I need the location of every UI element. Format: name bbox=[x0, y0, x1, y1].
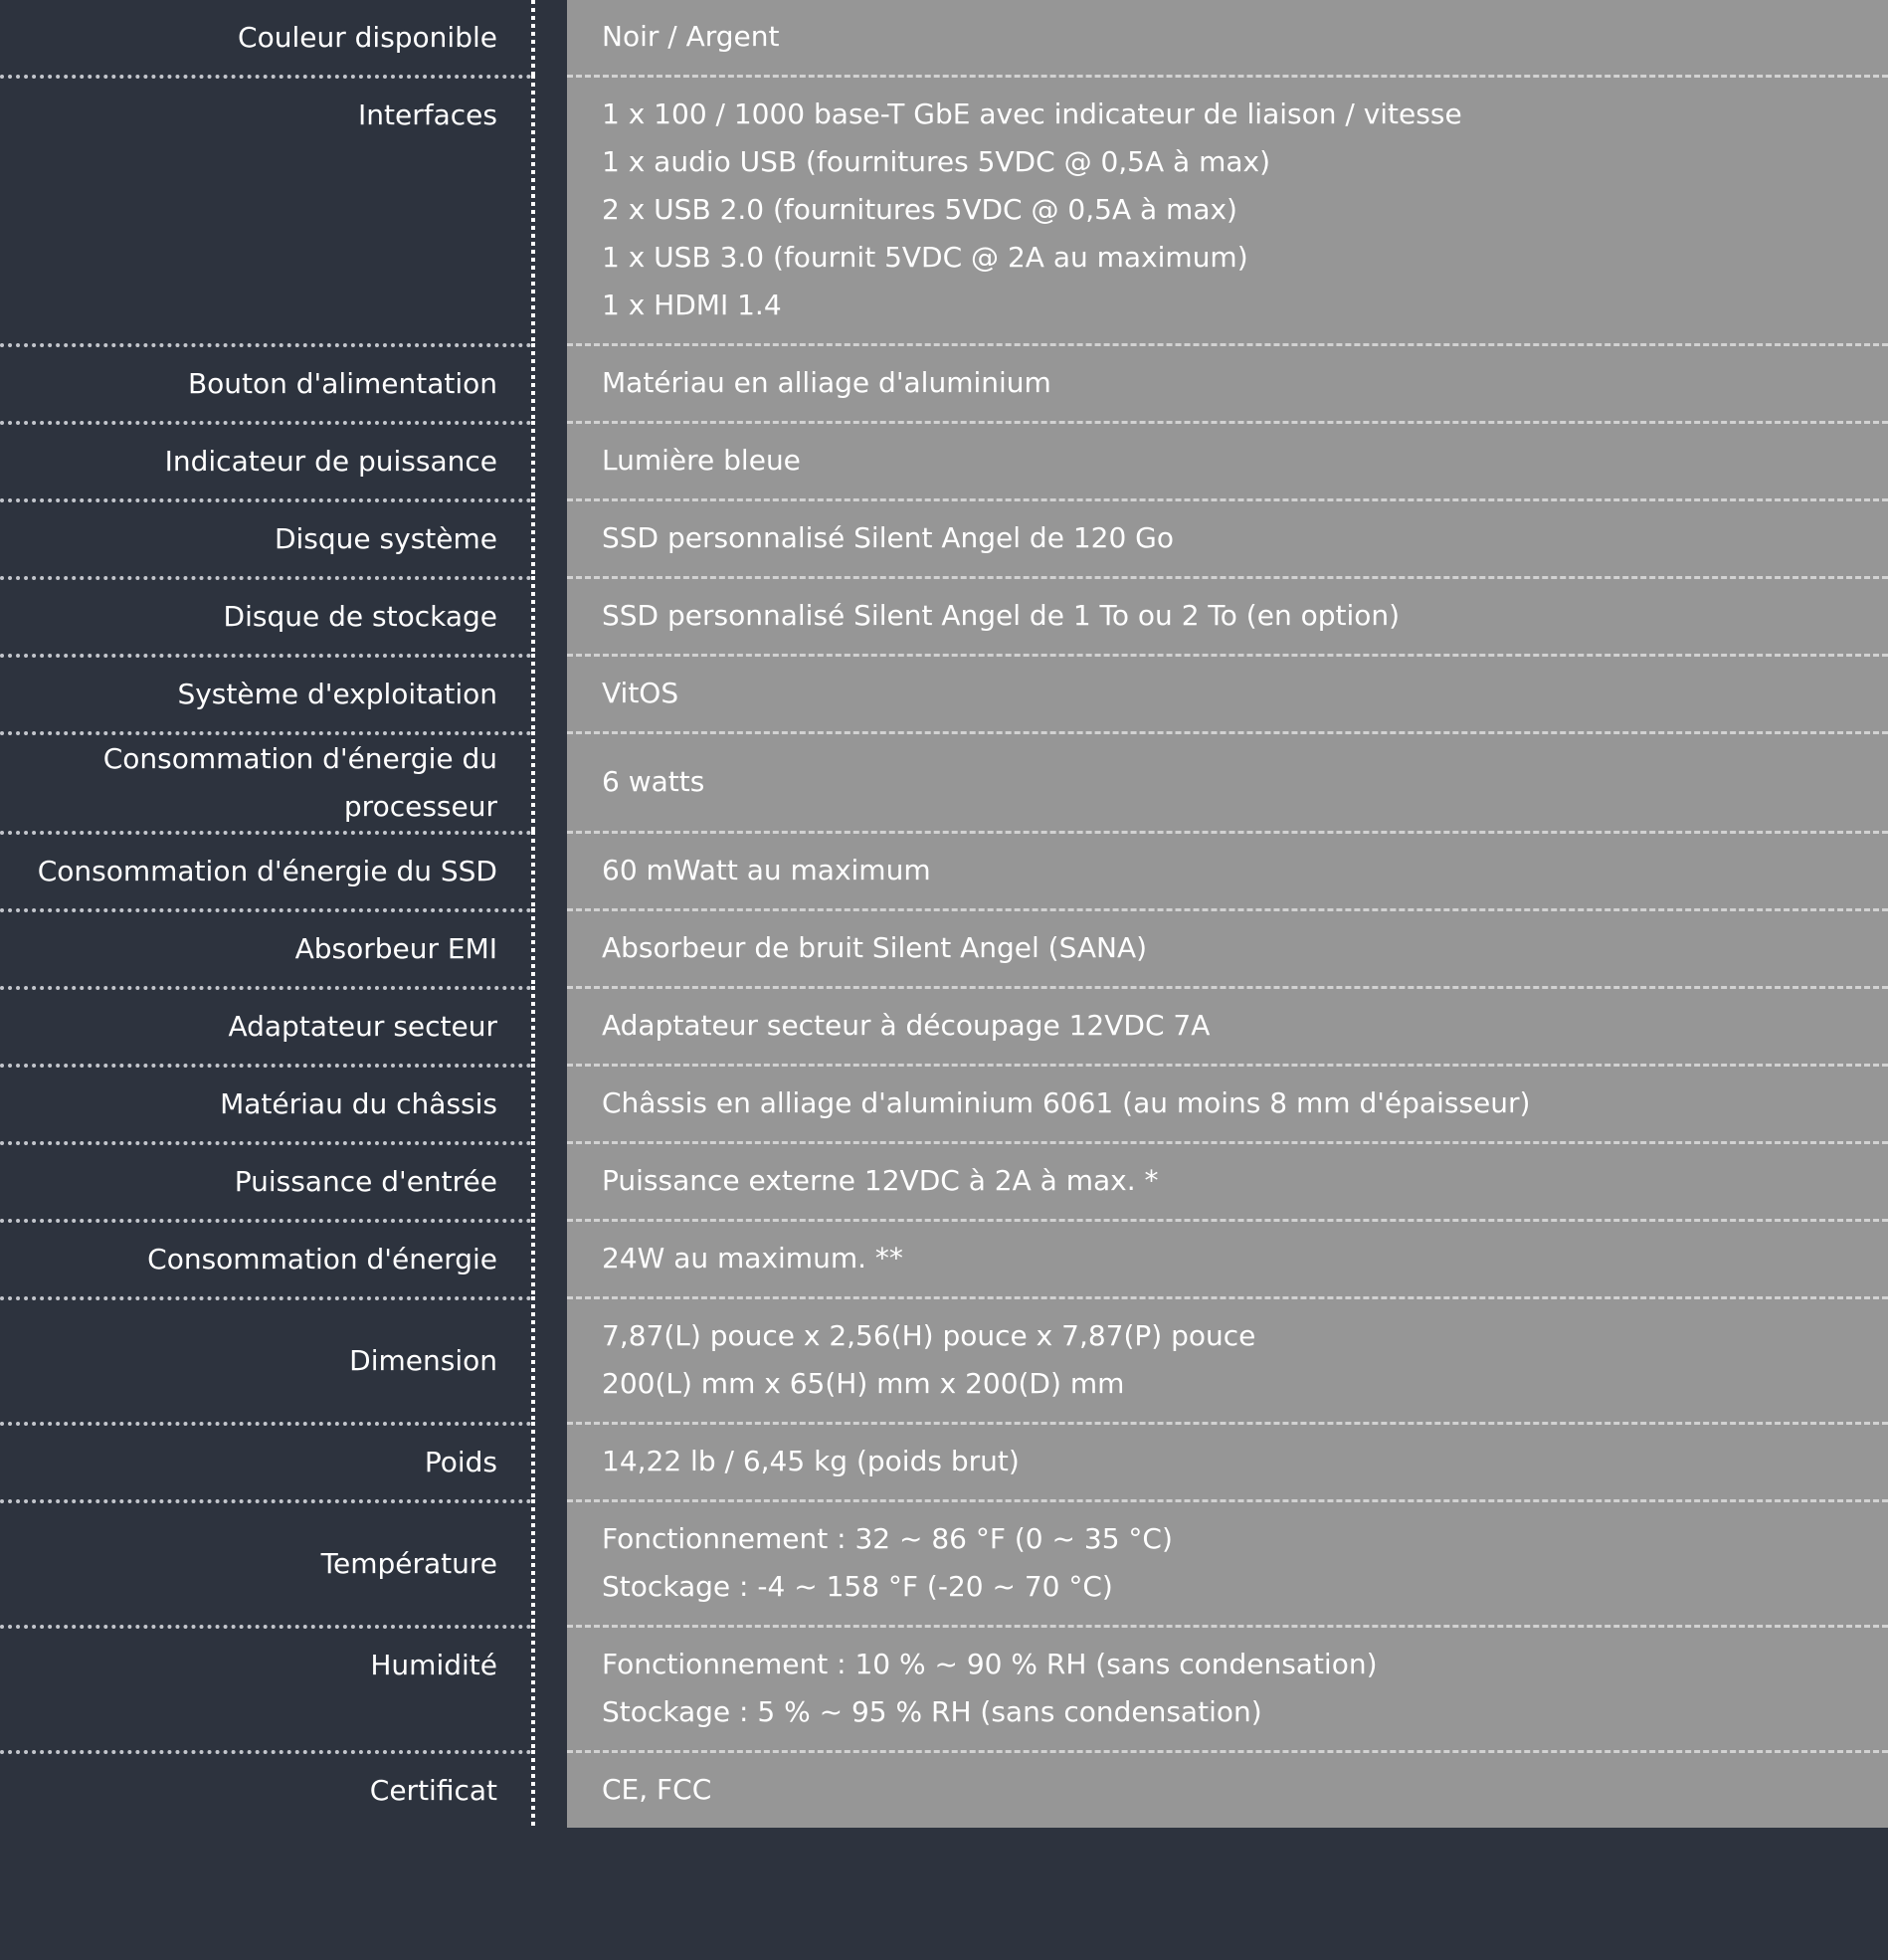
spec-label-line: Consommation d'énergie du bbox=[102, 742, 497, 775]
spec-value bbox=[567, 1141, 1888, 1219]
spec-label bbox=[0, 986, 531, 1064]
column-gap bbox=[535, 731, 567, 831]
spec-row bbox=[0, 498, 1888, 576]
spec-value-line: SSD personnalisé Silent Angel de 1 To ou 2 To (en option) bbox=[602, 599, 1401, 632]
spec-label bbox=[0, 731, 531, 831]
spec-row bbox=[0, 75, 1888, 343]
spec-value bbox=[567, 498, 1888, 576]
spec-label-text: Indicateur de puissance bbox=[164, 445, 497, 478]
spec-label-text: Dimension bbox=[349, 1344, 497, 1377]
spec-label-text: Disque de stockage bbox=[223, 600, 497, 633]
spec-label-text: Disque système bbox=[274, 522, 497, 555]
spec-value-line: 24W au maximum. ** bbox=[602, 1242, 903, 1274]
spec-row bbox=[0, 421, 1888, 498]
spec-value bbox=[567, 421, 1888, 498]
column-gap bbox=[535, 75, 567, 343]
spec-value bbox=[567, 654, 1888, 731]
spec-row bbox=[0, 1141, 1888, 1219]
column-gap bbox=[535, 1625, 567, 1750]
spec-row bbox=[0, 0, 1888, 75]
spec-row bbox=[0, 831, 1888, 908]
spec-label bbox=[0, 1499, 531, 1625]
spec-value-line: Stockage : -4 ~ 158 °F (-20 ~ 70 °C) bbox=[602, 1570, 1113, 1603]
spec-label-text: Matériau du châssis bbox=[220, 1087, 497, 1120]
column-gap bbox=[535, 343, 567, 421]
spec-row bbox=[0, 343, 1888, 421]
spec-label-line: processeur bbox=[343, 790, 497, 823]
column-gap bbox=[535, 1750, 567, 1828]
spec-value bbox=[567, 831, 1888, 908]
spec-label bbox=[0, 1219, 531, 1296]
column-gap bbox=[535, 498, 567, 576]
spec-label bbox=[0, 1296, 531, 1422]
spec-value bbox=[567, 1422, 1888, 1499]
column-gap bbox=[535, 0, 567, 75]
spec-value-line: 7,87(L) pouce x 2,56(H) pouce x 7,87(P) pouce bbox=[602, 1319, 1256, 1352]
spec-label bbox=[0, 0, 531, 75]
column-gap bbox=[535, 654, 567, 731]
spec-label-text: Couleur disponible bbox=[238, 20, 497, 54]
column-gap bbox=[535, 421, 567, 498]
column-gap bbox=[535, 1064, 567, 1141]
column-gap bbox=[535, 1422, 567, 1499]
spec-label bbox=[0, 421, 531, 498]
spec-value-line: SSD personnalisé Silent Angel de 120 Go bbox=[602, 521, 1174, 554]
spec-value bbox=[567, 731, 1888, 831]
column-gap bbox=[535, 908, 567, 986]
spec-value-line: Adaptateur secteur à découpage 12VDC 7A bbox=[602, 1009, 1211, 1042]
spec-value bbox=[567, 0, 1888, 75]
spec-label-text: Bouton d'alimentation bbox=[187, 367, 497, 400]
spec-label bbox=[0, 831, 531, 908]
spec-label bbox=[0, 576, 531, 654]
spec-label-text: Absorbeur EMI bbox=[294, 932, 497, 965]
spec-value-line: 2 x USB 2.0 (fournitures 5VDC @ 0,5A à max) bbox=[602, 193, 1237, 226]
spec-row bbox=[0, 1296, 1888, 1422]
spec-value bbox=[567, 1219, 1888, 1296]
spec-value bbox=[567, 75, 1888, 343]
spec-row bbox=[0, 576, 1888, 654]
spec-value bbox=[567, 1499, 1888, 1625]
spec-value-line: 6 watts bbox=[602, 765, 705, 798]
spec-value-line: Matériau en alliage d'aluminium bbox=[602, 366, 1051, 399]
spec-label-text: Adaptateur secteur bbox=[228, 1010, 497, 1043]
spec-value-line: CE, FCC bbox=[602, 1773, 712, 1806]
spec-value-line: Fonctionnement : 32 ~ 86 °F (0 ~ 35 °C) bbox=[602, 1522, 1173, 1555]
spec-label-text: Système d'exploitation bbox=[177, 678, 497, 710]
spec-label-text: Consommation d'énergie bbox=[147, 1243, 497, 1275]
spec-value-line: 200(L) mm x 65(H) mm x 200(D) mm bbox=[602, 1367, 1125, 1400]
spec-value-line: 1 x HDMI 1.4 bbox=[602, 289, 782, 321]
spec-value-line: 60 mWatt au maximum bbox=[602, 854, 931, 886]
spec-value-line: 1 x audio USB (fournitures 5VDC @ 0,5A à max) bbox=[602, 145, 1271, 178]
spec-label-text: Certificat bbox=[369, 1774, 497, 1807]
spec-label bbox=[0, 1750, 531, 1828]
spec-label bbox=[0, 75, 531, 343]
spec-value-line: Absorbeur de bruit Silent Angel (SANA) bbox=[602, 931, 1148, 964]
spec-row bbox=[0, 908, 1888, 986]
spec-row bbox=[0, 1064, 1888, 1141]
spec-value-line: Stockage : 5 % ~ 95 % RH (sans condensation) bbox=[602, 1695, 1262, 1728]
column-gap bbox=[535, 1499, 567, 1625]
spec-value bbox=[567, 1064, 1888, 1141]
spec-value bbox=[567, 908, 1888, 986]
spec-value-line: Puissance externe 12VDC à 2A à max. * bbox=[602, 1164, 1159, 1197]
spec-label bbox=[0, 654, 531, 731]
spec-label bbox=[0, 1625, 531, 1750]
column-gap bbox=[535, 1141, 567, 1219]
spec-row bbox=[0, 1625, 1888, 1750]
spec-value-line: Lumière bleue bbox=[602, 444, 801, 477]
spec-label-text: Température bbox=[320, 1547, 497, 1580]
spec-label-text: Humidité bbox=[370, 1649, 497, 1681]
spec-value-line: 1 x USB 3.0 (fournit 5VDC @ 2A au maximum) bbox=[602, 241, 1248, 274]
spec-value bbox=[567, 343, 1888, 421]
spec-label bbox=[0, 1422, 531, 1499]
spec-row bbox=[0, 654, 1888, 731]
spec-row bbox=[0, 1422, 1888, 1499]
spec-value-line: Fonctionnement : 10 % ~ 90 % RH (sans condensation) bbox=[602, 1648, 1378, 1680]
spec-value-line: VitOS bbox=[602, 677, 679, 709]
spec-value-line: Noir / Argent bbox=[602, 20, 780, 53]
spec-value bbox=[567, 1750, 1888, 1828]
spec-label-text: Poids bbox=[424, 1446, 497, 1478]
spec-label-text: Puissance d'entrée bbox=[234, 1165, 497, 1198]
spec-row bbox=[0, 986, 1888, 1064]
spec-value bbox=[567, 986, 1888, 1064]
spec-row bbox=[0, 731, 1888, 831]
column-gap bbox=[535, 1296, 567, 1422]
spec-value bbox=[567, 1625, 1888, 1750]
spec-label-text: Consommation d'énergie du SSD bbox=[37, 855, 497, 887]
spec-value-line: Châssis en alliage d'aluminium 6061 (au moins 8 mm d'épaisseur) bbox=[602, 1086, 1531, 1119]
spec-row bbox=[0, 1750, 1888, 1828]
column-gap bbox=[535, 576, 567, 654]
spec-value-line: 14,22 lb / 6,45 kg (poids brut) bbox=[602, 1445, 1020, 1477]
spec-label bbox=[0, 1064, 531, 1141]
spec-label bbox=[0, 908, 531, 986]
spec-row bbox=[0, 1499, 1888, 1625]
spec-value bbox=[567, 576, 1888, 654]
spec-value-line: 1 x 100 / 1000 base-T GbE avec indicateur de liaison / vitesse bbox=[602, 98, 1462, 130]
spec-row bbox=[0, 1219, 1888, 1296]
column-gap bbox=[535, 831, 567, 908]
spec-label bbox=[0, 498, 531, 576]
spec-label bbox=[0, 1141, 531, 1219]
column-gap bbox=[535, 1219, 567, 1296]
spec-value bbox=[567, 1296, 1888, 1422]
spec-label bbox=[0, 343, 531, 421]
spec-label-text: Interfaces bbox=[358, 98, 497, 131]
column-gap bbox=[535, 986, 567, 1064]
